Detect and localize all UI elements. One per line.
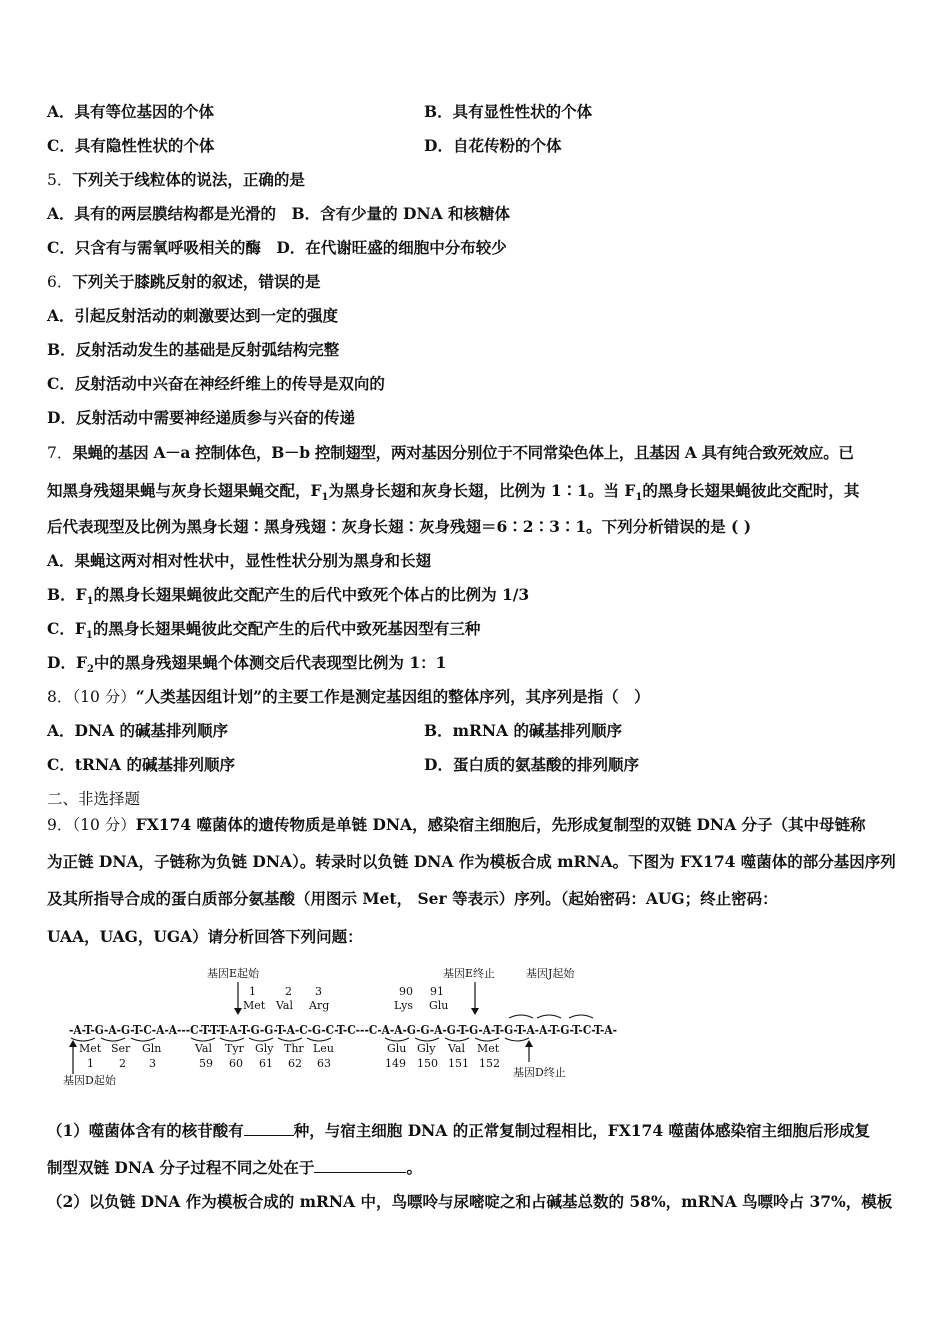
bottom-aa-met-152: Met — [477, 1042, 500, 1055]
q6-number: 6． — [47, 273, 73, 291]
arrowhead-gene-d-start — [69, 1040, 77, 1047]
q7-option-c — [47, 619, 480, 646]
top-aa-val: Val — [276, 999, 294, 1012]
q7-option-d — [47, 653, 446, 680]
q4-option-c: C．具有隐性性状的个体 — [47, 136, 215, 155]
q9-line-2: 为正链 DNA，子链称为负链 DNA）。转录时以负链 DNA 作为模板合成 mRNA。下图为 FX174 噬菌体的部分基因序列 — [47, 852, 896, 871]
q7-line-1 — [47, 443, 854, 463]
q7-option-c-sub: 1 — [85, 630, 93, 642]
top-bracket-2 — [537, 1015, 561, 1018]
bottom-aa-met: Met — [79, 1042, 102, 1055]
q4-option-row-ab — [47, 102, 593, 122]
q7-option-c-post: 的黑身长翅果蝇彼此交配产生的后代中致死基因型有三种 — [92, 619, 481, 638]
bottom-aa-ser: Ser — [111, 1042, 131, 1055]
q6-stem — [47, 272, 320, 292]
top-aa-lys: Lys — [394, 999, 413, 1012]
label-gene-d-start: 基因D起始 — [63, 1074, 116, 1087]
q7-sub-1b: 1 — [635, 492, 643, 504]
bottom-bracket-150 — [415, 1038, 439, 1041]
q7-option-b-post: 的黑身长翅果蝇彼此交配产生的后代中致死个体占的比例为 1/3 — [93, 585, 530, 604]
q7-option-b-sub: 1 — [86, 596, 94, 608]
q8-option-c: C．tRNA 的碱基排列顺序 — [47, 755, 235, 774]
section-heading: 二、非选择题 — [47, 790, 141, 808]
top-num-2: 2 — [285, 985, 292, 998]
q7-line-2c: 的黑身长翅果蝇彼此交配时，其 — [642, 481, 860, 500]
bottom-aa-val: Val — [195, 1042, 213, 1055]
bottom-bracket-63 — [307, 1038, 331, 1041]
q8-option-row-ab — [47, 721, 622, 741]
q4-option-b: B．具有显性性状的个体 — [424, 102, 593, 121]
top-aa-met: Met — [243, 999, 266, 1012]
q6-option-b: B．反射活动发生的基础是反射弧结构完整 — [47, 340, 340, 359]
q5-stem-text: 下列关于线粒体的说法，正确的是 — [72, 170, 305, 189]
q9-sub1-line-1 — [47, 1120, 870, 1141]
q6-option-d: D．反射活动中需要神经递质参与兴奋的传递 — [47, 408, 355, 427]
q7-option-a: A．果蝇这两对相对性状中，显性性状分别为黑身和长翅 — [47, 551, 432, 570]
top-num-3: 3 — [315, 985, 322, 998]
top-aa-arg: Arg — [309, 999, 330, 1012]
bottom-num-61: 61 — [259, 1057, 273, 1070]
bottom-bracket-3 — [131, 1038, 155, 1041]
answer-blank-1[interactable] — [244, 1120, 294, 1136]
q9-sub1-line-2 — [47, 1157, 422, 1178]
q8-number: 8．（10 分） — [47, 688, 136, 706]
arrowhead-gene-e-start — [234, 1008, 242, 1015]
q5-number: 5． — [47, 171, 73, 189]
bottom-aa-gly: Gly — [255, 1042, 274, 1055]
q7-option-b — [47, 585, 529, 612]
q8-option-row-cd — [47, 755, 639, 775]
q4-option-d: D．自花传粉的个体 — [424, 136, 562, 155]
q7-number: 7． — [47, 444, 73, 462]
q7-line-2a: 知黑身残翅果蝇与灰身长翅果蝇交配，F — [47, 481, 322, 500]
bottom-bracket-59 — [191, 1038, 215, 1041]
top-num-91: 91 — [430, 985, 444, 998]
bottom-aa-thr: Thr — [284, 1042, 304, 1055]
q7-line-2 — [47, 481, 859, 508]
arrowhead-gene-e-end — [471, 1008, 479, 1015]
q9-sub1-part-a: （1）噬菌体含有的核苷酸有 — [47, 1121, 244, 1140]
bottom-bracket-62 — [278, 1038, 302, 1041]
bottom-bracket-149 — [385, 1038, 409, 1041]
q5-stem — [47, 170, 305, 190]
q7-option-d-post: 中的黑身残翅果蝇个体测交后代表现型比例为 1：1 — [93, 653, 447, 672]
bottom-num-2: 2 — [119, 1057, 126, 1070]
arrowhead-gene-d-end — [525, 1040, 533, 1047]
bottom-num-1: 1 — [87, 1057, 94, 1070]
bottom-num-59: 59 — [199, 1057, 213, 1070]
top-aa-glu: Glu — [429, 999, 449, 1012]
q7-option-c-pre: C．F — [47, 619, 86, 638]
bottom-num-150: 150 — [417, 1057, 438, 1070]
bottom-aa-val-151: Val — [448, 1042, 466, 1055]
q4-option-a: A．具有等位基因的个体 — [47, 102, 215, 121]
label-gene-e-start: 基因E起始 — [207, 967, 260, 980]
q9-line-3: 及其所指导合成的蛋白质部分氨基酸（用图示 Met， Ser 等表示）序列。（起始密码：AUG；终止密码： — [47, 889, 778, 908]
q8-stem-text: “人类基因组计划”的主要工作是测定基因组的整体序列，其序列是指（ ） — [135, 687, 650, 706]
q6-option-a: A．引起反射活动的刺激要达到一定的强度 — [47, 306, 339, 325]
q7-line-1-text: 果蝇的基因 A－a 控制体色，B－b 控制翅型，两对基因分别位于不同常染色体上，且基因 A 具有纯合致死效应。已 — [72, 443, 854, 462]
dna-sequence: -A-T-G-A-G-T-C-A-A---C-T-T-T-A-T-G-G-T-A-C-G-C-T-C---C-A-A-G-G-A-G-T-G-A-T-G-T-A-A-T-G-T-C-T-A- — [69, 1023, 618, 1037]
bottom-num-152: 152 — [479, 1057, 500, 1070]
bottom-aa-gln: Gln — [142, 1042, 162, 1055]
q4-option-row-cd — [47, 136, 562, 156]
q5-options-ab: A．具有的两层膜结构都是光滑的 B．含有少量的 DNA 和核糖体 — [47, 204, 511, 223]
q8-option-b: B．mRNA 的碱基排列顺序 — [424, 721, 622, 740]
q8-option-a: A．DNA 的碱基排列顺序 — [47, 721, 229, 740]
bottom-num-63: 63 — [317, 1057, 331, 1070]
label-gene-e-end: 基因E终止 — [443, 967, 496, 980]
label-gene-j-start: 基因J起始 — [526, 967, 575, 980]
q8-option-d: D．蛋白质的氨基酸的排列顺序 — [424, 755, 639, 774]
q9-line-1-text: FX174 噬菌体的遗传物质是单链 DNA，感染宿主细胞后，先形成复制型的双链 DNA 分子（其中母链称 — [135, 815, 866, 834]
q7-sub-1a: 1 — [321, 492, 329, 504]
bottom-bracket-2 — [101, 1038, 125, 1041]
bottom-bracket-151 — [445, 1038, 469, 1041]
bottom-num-149: 149 — [385, 1057, 406, 1070]
q6-option-c: C．反射活动中兴奋在神经纤维上的传导是双向的 — [47, 374, 385, 393]
q7-line-2b: 为黑身长翅和灰身长翅，比例为 1∶1。当 F — [328, 481, 636, 500]
q9-sub2-line-1: （2）以负链 DNA 作为模板合成的 mRNA 中，鸟嘌呤与尿嘧啶之和占碱基总数的 58%，mRNA 鸟嘌呤占 37%，模板 — [47, 1192, 893, 1211]
q6-stem-text: 下列关于膝跳反射的叙述，错误的是 — [72, 272, 321, 291]
q9-line-1 — [47, 815, 866, 835]
bottom-bracket-60 — [220, 1038, 244, 1041]
bottom-aa-gly-150: Gly — [417, 1042, 436, 1055]
answer-blank-2[interactable] — [314, 1157, 406, 1173]
q7-option-b-pre: B．F — [47, 585, 87, 604]
bottom-aa-tyr: Tyr — [225, 1042, 244, 1055]
q7-option-d-sub: 2 — [86, 664, 94, 676]
label-gene-d-end: 基因D终止 — [513, 1066, 566, 1079]
bottom-bracket-61 — [249, 1038, 273, 1041]
gene-sequence-figure — [55, 962, 635, 1092]
q9-line-4: UAA，UAG，UGA）请分析回答下列问题： — [47, 927, 363, 946]
q7-option-d-pre: D．F — [47, 653, 87, 672]
bottom-aa-glu: Glu — [387, 1042, 407, 1055]
q9-sub1-part-b: 种，与宿主细胞 DNA 的正常复制过程相比，FX174 噬菌体感染宿主细胞后形成复 — [293, 1121, 871, 1140]
q8-stem — [47, 687, 650, 707]
top-bracket-3 — [569, 1015, 593, 1018]
top-num-90: 90 — [399, 985, 413, 998]
bottom-num-60: 60 — [229, 1057, 243, 1070]
bottom-bracket-stop — [505, 1038, 529, 1041]
q9-sub1-part-d: 。 — [406, 1158, 422, 1177]
q5-options-cd: C．只含有与需氧呼吸相关的酶 D．在代谢旺盛的细胞中分布较少 — [47, 238, 507, 257]
q9-sub1-part-c: 制型双链 DNA 分子过程不同之处在于 — [47, 1158, 315, 1177]
bottom-num-151: 151 — [448, 1057, 469, 1070]
q7-line-3: 后代表现型及比例为黑身长翅∶黑身残翅∶灰身长翅∶灰身残翅＝6∶2∶3∶1。下列分析错误的是 ( ) — [47, 517, 752, 536]
bottom-aa-leu: Leu — [313, 1042, 334, 1055]
top-num-1: 1 — [249, 985, 256, 998]
bottom-num-3: 3 — [149, 1057, 156, 1070]
bottom-bracket-152 — [475, 1038, 499, 1041]
q9-number: 9．（10 分） — [47, 816, 136, 834]
top-bracket-1 — [509, 1015, 533, 1018]
bottom-num-62: 62 — [288, 1057, 302, 1070]
bottom-bracket-1 — [71, 1038, 95, 1041]
